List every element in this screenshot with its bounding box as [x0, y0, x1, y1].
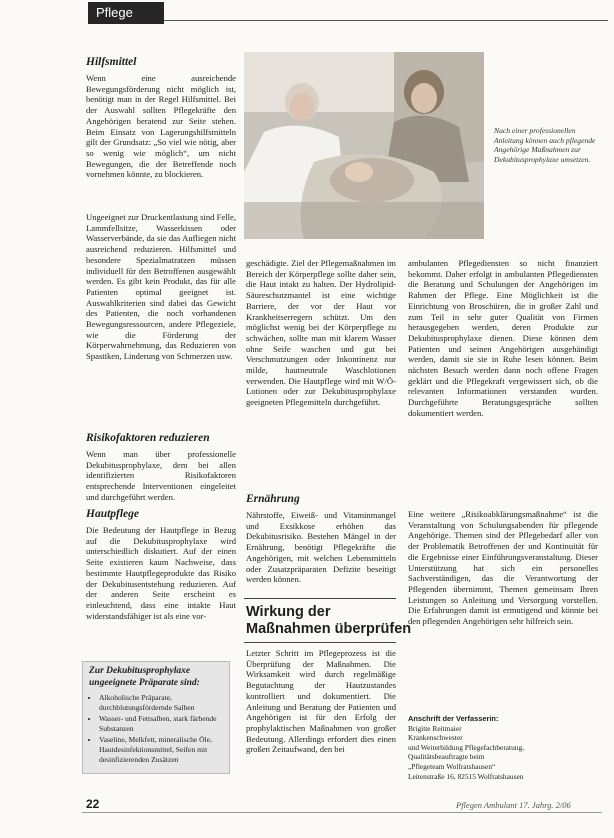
- page-number: 22: [86, 797, 100, 811]
- photo-care-scene: [244, 52, 484, 239]
- author-address-line: Krankenschwester: [408, 733, 463, 743]
- paragraph-risikofaktoren: Wenn man über professionelle Dekubitusprophylaxe, dem bei allen identifizierten Risikofaktoren entsprechende Interventionen eingeleitet und durchgeführt werden.: [86, 449, 236, 502]
- author-address-line: „Pflegeteam Wolfratshausen“: [408, 761, 496, 771]
- paragraph-hautschutz: geschädigte. Ziel der Pflegemaßnahmen im Bereich der Körperpflege sollte daher sein, die Haut intakt zu halten. Der Hydrolipid-Säureschutzmantel ist eine wichtige Barriere, der vor der Haut vor Krankheitserregern schützt. Um den möglichst wenig bei der Körperpflege zu schwächen, sollte man mit klarem Wasser ohne Seife waschen und gut bei Verschmutzungen oder Inkontinenz nur milde, hautneutrale Waschlotionen verwenden. Die Hautpflege wird mit W/Ö-Lotionen oder zur Dekubitusprophylaxe geeigneten Pflegemitteln durchgeführt.: [246, 258, 396, 408]
- heading-hilfsmittel: Hilfsmittel: [86, 56, 137, 68]
- info-box-item: • Vaseline, Melkfett, mineralische Öle, Hautdesinfektionsmittel, Seifen mit desinfizierenden Zusätzen: [99, 735, 223, 764]
- heading-wirkung-line1: Wirkung der: [246, 604, 331, 620]
- info-box-list: [89, 693, 223, 764]
- author-address-title: Anschrift der Verfasserin:: [408, 714, 499, 723]
- section-rule: [244, 642, 396, 643]
- author-address: [408, 714, 598, 781]
- paragraph-hautpflege: Die Bedeutung der Hautpflege in Bezug auf die Dekubitusprophylaxe wird unterschiedlich diskutiert. Auf der einen Seite existieren kaum Nachweise, dass bestimmte Hautpflegeprodukte das Risiko der Dekubitusentstehung reduzieren. Auf der anderen Seite erscheint es einleuchtend, dass eine intakte Haut widerstandsfähiger ist als eine vor-: [86, 525, 236, 621]
- paragraph-beratung: ambulanten Pflegediensten so nicht finanziert bekommt. Daher erfolgt in ambulanten Pflegediensten die Beratung und Schulungen der Angehörigen im Rahmen der Pflege. Eine Möglichkeit ist die Einrichtung von Broschüren, die in großer Zahl und zum Teil in sehr guter Qualität von Firmen herausgegeben werden, deren Produkte zur Dekubitusprophylaxe dienen. Diese können dem Patienten und seinen Angehörigen ausgehändigt werden, damit sie sie in Ruhe lesen können. Beim nächsten Besuch werden dann noch offene Fragen geklärt und die Pflegekraft vergewissert sich, ob die relevanten Informationen verstanden wurden. Durchgeführte Beratungsgespräche sollten dokumentiert werden.: [408, 258, 598, 418]
- heading-ernaehrung: Ernährung: [246, 493, 300, 505]
- journal-reference: Pflegen Ambulant 17. Jahrg. 2/06: [456, 800, 571, 810]
- paragraph-hilfsmittel: Wenn eine ausreichende Bewegungsförderung nicht möglich ist, benötigt man in der Regel Hilfsmittel. Bei der Auswahl sollten Pflegekräfte den Angehörigen beratend zur Seite stehen. Beim Einsatz von Lagerungshilfsmitteln gilt der Grundsatz: „So viel wie nötig, aber so wenig wie möglich“, um nicht Bewegungen, die der Betreffende noch vornehmen könnte, zu blockieren.: [86, 73, 236, 180]
- heading-wirkung: [246, 604, 411, 638]
- photo-caption: Nach einer professionellen Anleitung können auch pflegende Angehörige Maßnahmen zur Dekubitusprophylaxe umsetzen.: [494, 126, 596, 164]
- author-address-line: Qualitätsbeauftragte beim: [408, 752, 485, 762]
- section-rule: [244, 598, 396, 599]
- heading-risikofaktoren: Risikofaktoren reduzieren: [86, 432, 210, 444]
- info-box-item: • Wasser- und Fettsalben, stark färbende Substanzen: [99, 714, 223, 733]
- footer-rule: [82, 812, 602, 813]
- author-address-line: Leitenstraße 16, 82515 Wolfratshausen: [408, 771, 524, 781]
- paragraph-wirkung: Letzter Schritt im Pflegeprozess ist die Überprüfung der Maßnahmen. Die Wirksamkeit wird durch regelmäßige Begutachtung der Hautzustandes kontrolliert und dokumentiert. Die Anleitung und Beratung der Patienten und Angehörigen ist für den Erfolg der prophylaktischen Maßnahmen von großer Bedeutung. Allerdings erfordert dies einen großen Zeitaufwand, den bei: [246, 648, 396, 755]
- header-rule: [164, 20, 608, 21]
- info-box-ungeeignete-praeparate: [82, 661, 230, 774]
- heading-hautpflege: Hautpflege: [86, 508, 140, 520]
- info-box-item: • Alkoholische Präparate, durchblutungsfördernde Salben: [99, 693, 223, 712]
- author-address-line: Brigitte Reitmaier: [408, 723, 462, 733]
- paragraph-ernaehrung: Nährstoffe, Eiweiß- und Vitaminmangel und Exsikkose erhöhen das Dekubitusrisiko. Bestehen Mängel in der Ernährung, benötigt Pflegekräfte die Angehörigen, mit welchen Lebensmitteln oder Zusatzpräparaten Defizite beseitigt werden können.: [246, 510, 396, 585]
- author-address-line: und Weiterbildung Pflegefachberatung,: [408, 742, 525, 752]
- heading-wirkung-line2: Maßnahmen überprüfen: [246, 621, 412, 637]
- section-label: Pflege: [88, 2, 164, 24]
- paragraph-schulung: Eine weitere „Risikoabklärungsmaßnahme“ ist die Veranstaltung von Schulungsabenden für pflegende Angehörige. Themen sind der Pflegebedarf aller von der Problematik Betroffenen der und Kontinuität für die Ergebnisse einer Einführungsveranstaltung. Dieser Unterstützung hat sich ein personelles Sachverständigen, das die Verantwortung der Pflegenden übernimmt, Themen gemeinsam Ihren Leistungen so Anleitung und Versorgung vorstellen. Die Erfahrungen damit ist ermutigend und könnte bei den pflegenden Angehörigen sehr hilfreich sein.: [408, 509, 598, 627]
- info-box-title: Zur Dekubitusprophylaxe ungeeignete Präparate sind:: [89, 666, 200, 688]
- paragraph-druckentlastung: Ungeeignet zur Druckentlastung sind Felle, Lammfellsitze, Wasserkissen oder Wasserverbände, da sie das Aufliegen nicht ausreichend reduzieren. Hilfsmittel und besondere Spezialmatratzen müssen individuell für den Betroffenen ausgewählt werden. Es gibt kein Produkt, das für alle Patienten optimal geeignet ist. Auswahlkriterien sind dabei das Gewicht des Patienten, die noch vorhandenen Bewegungsressourcen, andere Pflegeziele, wie die Förderung der Körperwahrnehmung, das Reduzieren von Spastiken, Linderung von Schmerzen usw.: [86, 212, 236, 362]
